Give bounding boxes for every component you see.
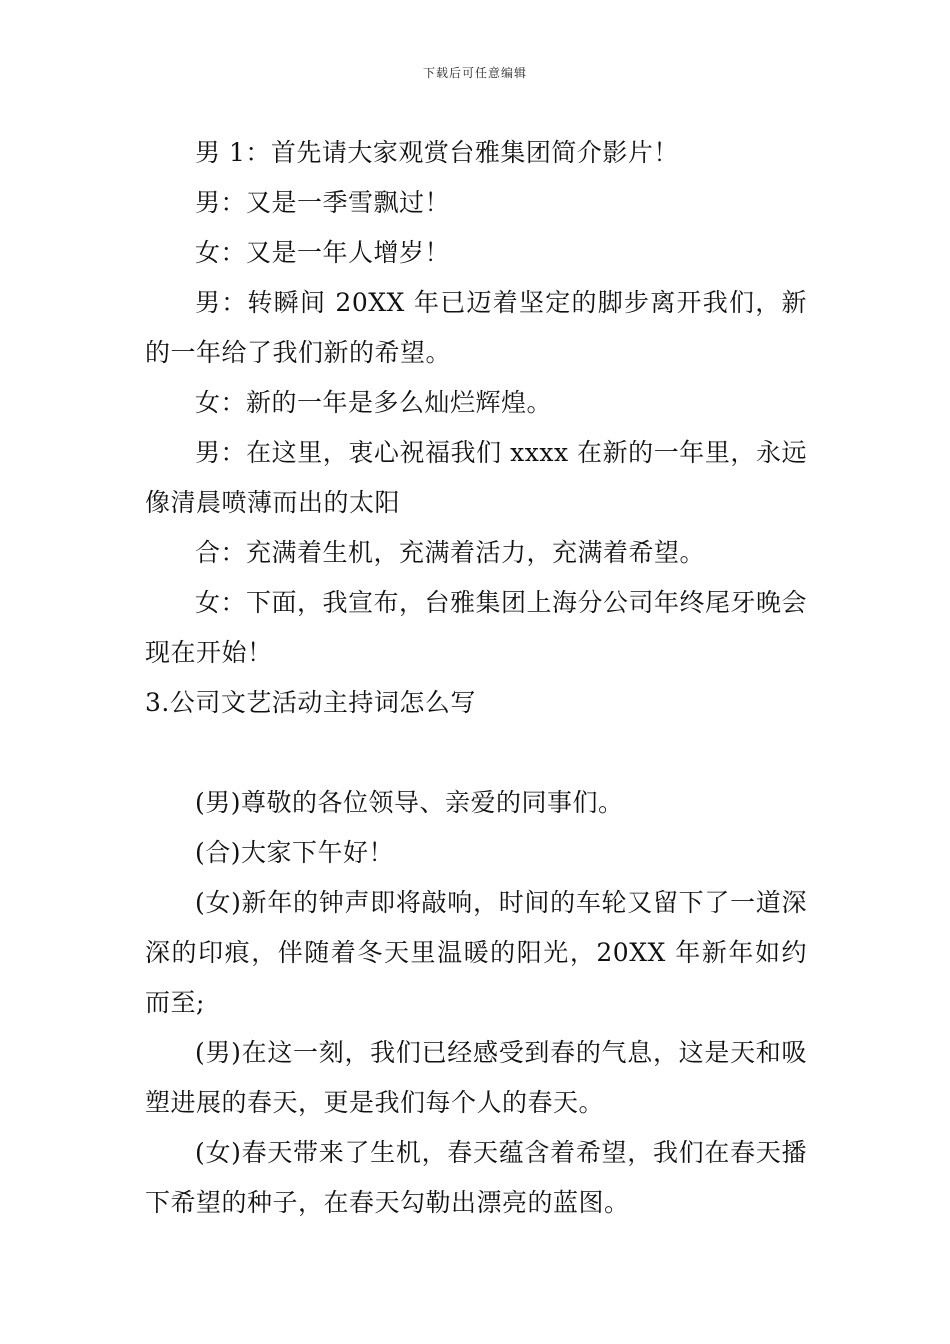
section-heading: 3.公司文艺活动主持词怎么写 xyxy=(145,688,476,717)
blank-line xyxy=(145,728,807,778)
paragraph: (合)大家下午好！ xyxy=(195,838,395,867)
paragraph: 男：转瞬间 20XX 年已迈着坚定的脚步离开我们，新的一年给了我们新的希望。 xyxy=(145,288,807,367)
paragraph: 男：在这里，衷心祝福我们 xxxx 在新的一年里，永远像清晨喷薄而出的太阳 xyxy=(145,438,807,517)
paragraph: (男)尊敬的各位领导、亲爱的同事们。 xyxy=(195,788,624,817)
paragraph: 男 1：首先请大家观赏台雅集团简介影片！ xyxy=(195,138,679,167)
paragraph: (男)在这一刻，我们已经感受到春的气息，这是天和吸塑进展的春天，更是我们每个人的春天。 xyxy=(145,1038,807,1117)
document-body xyxy=(145,128,807,1228)
paragraph: 男：又是一季雪飘过！ xyxy=(195,188,451,217)
paragraph: 女：又是一年人增岁！ xyxy=(195,238,451,267)
page-header-note: 下载后可任意编辑 xyxy=(422,66,527,80)
paragraph: 合：充满着生机，充满着活力，充满着希望。 xyxy=(195,538,706,567)
paragraph: (女)新年的钟声即将敲响，时间的车轮又留下了一道深深的印痕，伴随着冬天里温暖的阳光，20XX 年新年如约而至; xyxy=(145,888,807,1017)
paragraph: 女：新的一年是多么灿烂辉煌。 xyxy=(195,388,553,417)
paragraph: 女：下面，我宣布，台雅集团上海分公司年终尾牙晚会现在开始！ xyxy=(145,588,808,667)
paragraph: (女)春天带来了生机，春天蕴含着希望，我们在春天播下希望的种子，在春天勾勒出漂亮的蓝图。 xyxy=(145,1138,807,1217)
